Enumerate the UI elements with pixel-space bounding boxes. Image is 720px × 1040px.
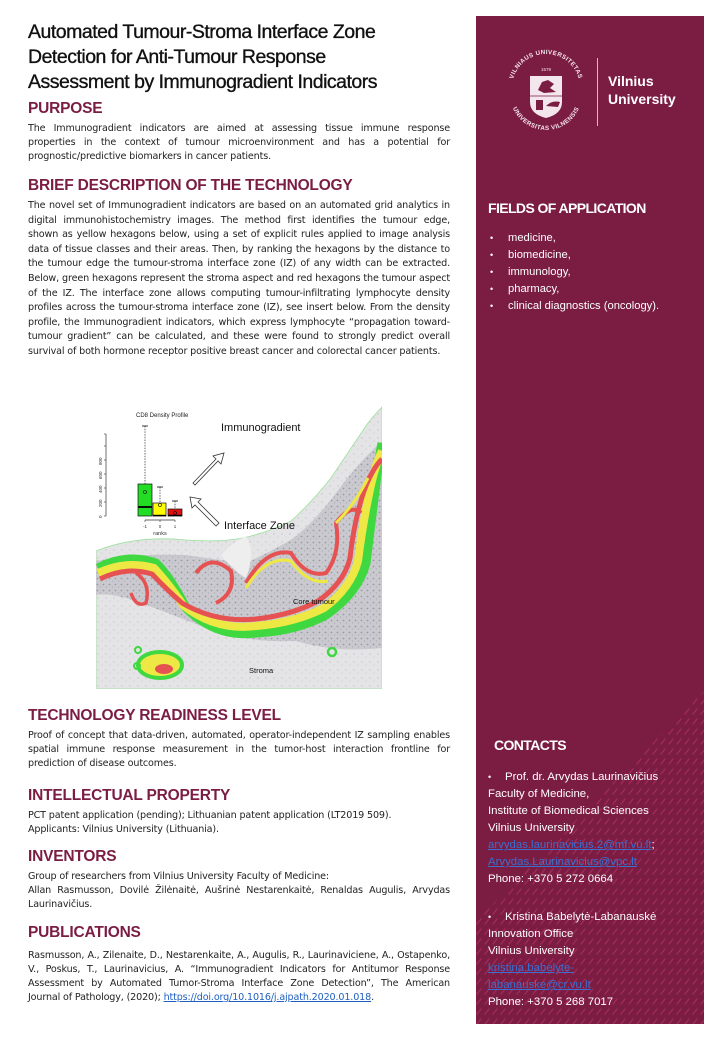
contact-2-university: Vilnius University — [488, 945, 575, 957]
contacts-heading: CONTACTS — [494, 737, 566, 753]
inventors-line-1: Group of researchers from Vilnius University Faculty of Medicine: — [28, 871, 329, 882]
inset-title: CD8 Density Profile — [136, 413, 189, 419]
inventors-heading: INVENTORS — [28, 848, 117, 865]
svg-text:0: 0 — [98, 515, 103, 518]
vilnius-university-logo — [496, 38, 704, 133]
bullet-icon: • — [488, 912, 492, 922]
bullet-icon: • — [488, 772, 492, 782]
publication-citation: Rasmusson, A., Zilenaite, D., Nestarenkaite, A., Augulis, R., Laurinaviciene, A., Ostapenko, V., Poskus, T., Laurinavicius, A. “Immunogradient Indicators for Antitumor Response Assessment by Automated Tumor-Stroma Interface Zone Detection”, The American Journal of Pathology, (2020); https://doi.org/10.1016/j.ajpath.2020.01.018. — [28, 950, 450, 1003]
contact-2-email[interactable]: kristina.babelyte- labanauske@cr.vu.lt — [488, 962, 591, 991]
university-name: Vilnius University — [608, 73, 676, 107]
publications-heading: PUBLICATIONS — [28, 924, 141, 941]
inventors-line-2: Allan Rasmusson, Dovilė Žilėnaitė, Aušrinė Nestarenkaitė, Renaldas Augulis, Arvydas Laurinavičius. — [28, 885, 450, 910]
field-item: • biomedicine, — [490, 247, 659, 264]
contact-1-email-1[interactable]: arvydas.laurinavicius.2@mf.vu.lt — [488, 839, 652, 851]
ip-section — [28, 787, 450, 837]
contact-1-faculty: Faculty of Medicine, — [488, 788, 590, 800]
page-title-line-1: Automated Tumour-Stroma Interface Zone — [28, 21, 376, 43]
publication-doi-link[interactable]: https://doi.org/10.1016/j.ajpath.2020.01.018 — [163, 992, 372, 1003]
page-title-line-3: Assessment by Immunogradient Indicators — [28, 71, 378, 93]
readiness-heading: TECHNOLOGY READINESS LEVEL — [28, 707, 281, 724]
svg-text:-1: -1 — [142, 524, 148, 529]
purpose-section — [28, 100, 450, 164]
svg-text:0: 0 — [158, 524, 162, 529]
description-heading: BRIEF DESCRIPTION OF THE TECHNOLOGY — [28, 177, 353, 194]
contact-1-name: Prof. dr. Arvydas Laurinavičius — [505, 771, 659, 783]
field-item: • immunology, — [490, 264, 659, 281]
svg-text:VILNIAUS UNIVERSITETAS: VILNIAUS UNIVERSITETAS — [508, 48, 584, 80]
svg-text:800: 800 — [98, 457, 103, 465]
contact-1-phone: Phone: +370 5 272 0664 — [488, 873, 614, 885]
ip-heading: INTELLECTUAL PROPERTY — [28, 787, 231, 804]
fields-list — [490, 230, 659, 315]
contact-1-university: Vilnius University — [488, 822, 575, 834]
purpose-text: The Immunogradient indicators are aimed at assessing tissue immune response properties in the context of tumour microenvironment and has a potential for prognostic/predictive biomarkers in cancer patients. — [28, 123, 450, 162]
svg-text:1: 1 — [173, 524, 177, 529]
readiness-text: Proof of concept that data-driven, automated, operator-independent IZ sampling enables spatial immune response measurement in the tumor-host interaction frontline for prediction of disease outcomes. — [28, 730, 450, 769]
readiness-section — [28, 707, 450, 771]
contact-1-institute: Institute of Biomedical Sciences — [488, 805, 649, 817]
svg-text:1579: 1579 — [540, 67, 552, 72]
contact-card-1: • Prof. dr. Arvydas Laurinavičius Faculty of Medicine, Institute of Biomedical Sciences Vilnius University arvydas.laurinavicius.2@mf.vu.lt; Arvydas.Laurinavicius@vpc.lt Phone: +370 5 272 0664 — [488, 769, 703, 888]
svg-text:600: 600 — [98, 471, 103, 479]
contact-1-email-2[interactable]: Arvydas.Laurinavicius@vpc.lt — [488, 856, 637, 868]
contact-2-office: Innovation Office — [488, 928, 574, 940]
publications-section — [28, 924, 450, 1005]
field-item: • clinical diagnostics (oncology). — [490, 298, 659, 315]
university-seal-icon — [500, 44, 592, 136]
field-item: • pharmacy, — [490, 281, 659, 298]
interface-zone-label: Interface Zone — [224, 520, 295, 532]
purpose-heading: PURPOSE — [28, 100, 103, 117]
tissue-hexagon-map — [96, 403, 382, 689]
contact-card-2 — [488, 909, 703, 1011]
contact-2-phone: Phone: +370 5 268 7017 — [488, 996, 614, 1008]
description-text: The novel set of Immunogradient indicators are based on an automated grid analytics in digital immunohistochemistry images. The method first identifies the tumour edge, shown as yellow hexagons below, using a set of explicit rules applied to image analysis data of tissue classes and their areas. Then, by ranking the hexagons by the distance to the tumour edge the tumour-stroma interface zone (IZ) of any width can be extracted. Below, green hexagons represent the stroma aspect and red hexagons the tumour aspect of the IZ. The interface zone allows computing tumour-infiltrating lymphocyte density profiles across the tumour-stroma interface zone (IZ), see insert below. From the density profile, the Immunogradient indicators, which express lymphocyte “propagation toward-tumour gradient” can be calculated, and these were found to strongly predict overall survival of both hormone receptor positive breast cancer and colorectal cancer patients. — [28, 200, 450, 357]
description-section — [28, 177, 450, 360]
ip-line-2: Applicants: Vilnius University (Lithuania). — [28, 824, 219, 835]
title-block — [28, 20, 450, 95]
svg-text:400: 400 — [98, 485, 103, 493]
stroma-label: Stroma — [249, 666, 274, 675]
publication-text: Rasmusson, A., Zilenaite, D., Nestarenkaite, A., Augulis, R., Laurinaviciene, A., Ostapenko, V., Poskus, T., Laurinavicius, A. “Immunogradient Indicators for Antitumor Response Assessment by Automated Tumor-Stroma Interface Zone Detection”, The American Journal of Pathology, (2020); — [28, 950, 450, 1003]
page-title-line-2: Detection for Anti-Tumour Response — [28, 46, 326, 68]
sidebar-panel — [476, 16, 704, 1024]
inventors-section — [28, 848, 450, 912]
field-item: • medicine, — [490, 230, 659, 247]
svg-text:ranks: ranks — [153, 531, 167, 537]
core-tumour-label: Core tumour — [293, 597, 335, 606]
contact-2-name: Kristina Babelytė-Labanauskė — [505, 911, 657, 923]
fields-heading: FIELDS OF APPLICATION — [488, 200, 646, 216]
interface-zone-figure — [96, 403, 382, 689]
immunogradient-label: Immunogradient — [221, 422, 301, 434]
svg-text:UNIVERSITAS VILNENSIS: UNIVERSITAS VILNENSIS — [510, 105, 581, 133]
ip-line-1: PCT patent application (pending); Lithuanian patent application (LT2019 509). — [28, 810, 392, 821]
svg-text:200: 200 — [98, 499, 103, 507]
logo-divider — [597, 58, 598, 126]
